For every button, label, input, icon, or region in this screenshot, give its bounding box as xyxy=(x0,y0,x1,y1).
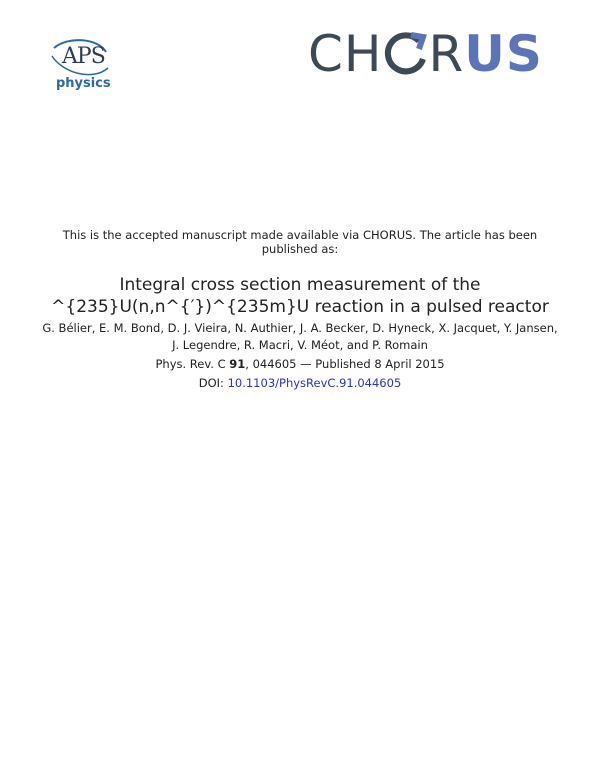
article-authors xyxy=(20,320,580,354)
authors-line1: G. Bélier, E. M. Bond, D. J. Vieira, N. Authier, J. A. Becker, D. Hyneck, X. Jacquet, Y. Jansen, xyxy=(42,321,558,335)
chorus-o-arrow-icon xyxy=(383,29,429,77)
chorus-logo-part3: US xyxy=(464,25,543,83)
citation-suffix: , 044605 — Published 8 April 2015 xyxy=(245,357,445,371)
citation-prefix: Phys. Rev. C xyxy=(155,357,230,371)
chorus-logo-part1: CH xyxy=(308,25,383,83)
aps-logo-text: APS xyxy=(62,44,105,69)
article-doi xyxy=(20,375,580,391)
citation-volume: 91 xyxy=(229,357,246,371)
article-title xyxy=(20,274,580,318)
doi-link[interactable]: 10.1103/PhysRevC.91.044605 xyxy=(227,376,402,390)
article-citation xyxy=(20,356,580,372)
article-title-line1: Integral cross section measurement of the xyxy=(119,275,481,295)
aps-logo-sub: physics xyxy=(56,76,111,91)
chorus-logo xyxy=(308,24,543,84)
doi-label: DOI: xyxy=(198,376,228,390)
article-title-line2: ^{235}U(n,n^{′})^{235m}U reaction in a pulsed reactor xyxy=(51,297,549,317)
chorus-logo-part2: R xyxy=(428,25,465,83)
authors-line2: J. Legendre, R. Macri, V. Méot, and P. Romain xyxy=(172,338,428,352)
intro-text: This is the accepted manuscript made available via CHORUS. The article has been published as: xyxy=(62,228,538,256)
